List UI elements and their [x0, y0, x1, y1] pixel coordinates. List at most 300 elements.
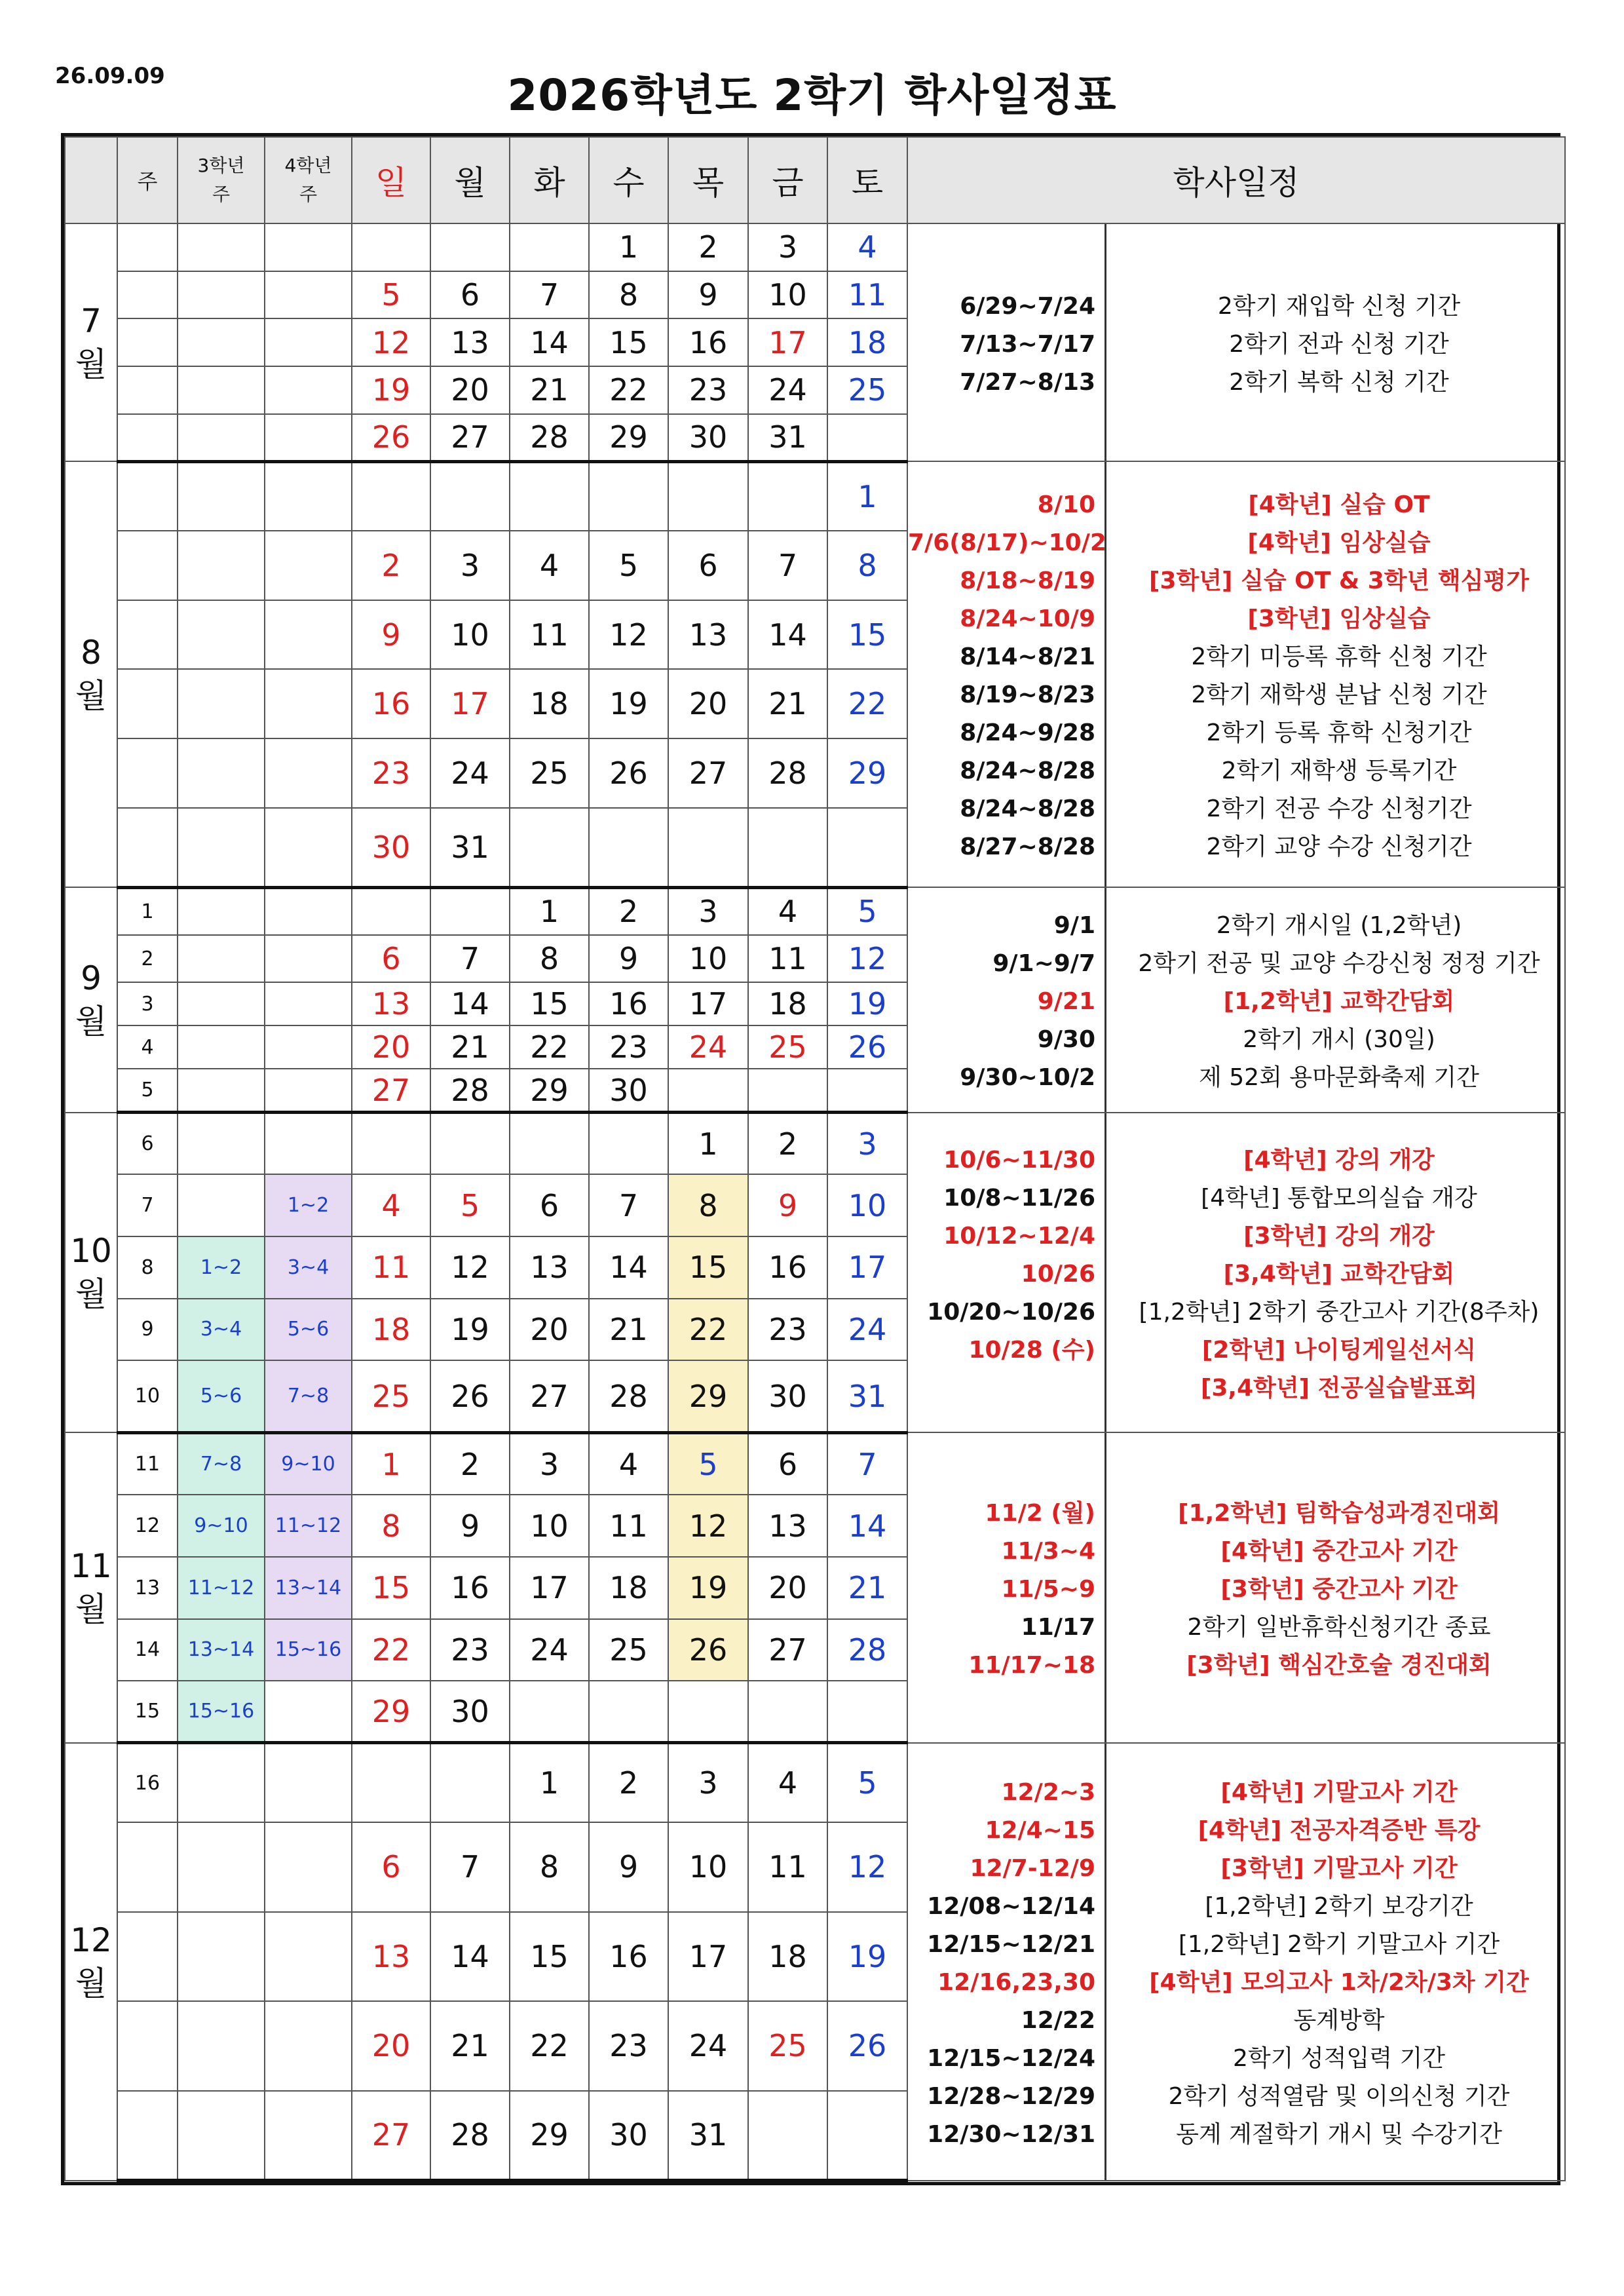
day-cell-mon: 13 [430, 318, 510, 366]
day-cell-fri [748, 2091, 827, 2181]
day-cell-fri: 18 [748, 1912, 827, 2002]
week-number: 16 [117, 1743, 178, 1822]
grade4-week: 7~8 [265, 1360, 352, 1432]
day-cell-wed: 22 [589, 366, 668, 414]
day-cell-mon: 7 [430, 935, 510, 983]
day-cell-thu: 10 [668, 1822, 748, 1912]
week-number: 7 [117, 1174, 178, 1236]
schedule-event [908, 326, 1564, 364]
day-cell-fri: 31 [748, 414, 827, 462]
week-number: 1 [117, 887, 178, 935]
event-date: 12/2~3 [1001, 1778, 1095, 1806]
grade4-week [265, 271, 352, 319]
day-cell-thu: 13 [668, 600, 748, 670]
event-text: [3학년] 핵심간호술 경진대회 [1186, 1652, 1492, 1679]
event-text: 2학기 재학생 분납 신청 기간 [1191, 681, 1487, 709]
day-cell-sun: 8 [352, 1495, 430, 1557]
month-label [65, 461, 117, 887]
week-number: 11 [117, 1432, 178, 1495]
day-cell-sat: 5 [827, 1743, 907, 1822]
grade3-week [178, 1743, 265, 1822]
event-date: 12/15~12/21 [927, 1930, 1095, 1958]
day-cell-tue [510, 223, 589, 271]
day-cell-thu: 23 [668, 366, 748, 414]
event-text: [3,4학년] 교학간담회 [1223, 1260, 1455, 1288]
day-cell-mon: 31 [430, 808, 510, 887]
day-cell-thu: 3 [668, 887, 748, 935]
day-cell-wed: 12 [589, 600, 668, 670]
schedule-event [908, 676, 1564, 714]
day-cell-sat: 28 [827, 1619, 907, 1681]
day-cell-mon: 21 [430, 2001, 510, 2091]
day-cell-sun: 27 [352, 1069, 430, 1112]
day-cell-thu: 10 [668, 935, 748, 983]
header-line: 4학년 [284, 155, 332, 176]
day-cell-tue [510, 1113, 589, 1175]
day-cell-thu: 12 [668, 1495, 748, 1557]
day-cell-mon: 19 [430, 1299, 510, 1361]
grade3-week [178, 1113, 265, 1175]
week-number [117, 223, 178, 271]
month-unit: 월 [75, 1590, 107, 1629]
day-cell-tue: 20 [510, 1299, 589, 1361]
event-date: 12/28~12/29 [927, 2082, 1095, 2110]
day-cell-sat: 24 [827, 1299, 907, 1361]
event-text: [1,2학년] 팀학습성과경진대회 [1178, 1500, 1500, 1527]
month-unit: 월 [75, 1002, 107, 1041]
grade3-week [178, 461, 265, 531]
event-date: 11/2 (월) [985, 1500, 1095, 1527]
schedule-event [908, 1812, 1564, 1850]
event-date: 8/14~8/21 [960, 643, 1095, 671]
month-schedule [907, 887, 1565, 1113]
grade3-week: 1~2 [178, 1236, 265, 1299]
day-cell-sat: 3 [827, 1113, 907, 1175]
event-date: 12/16,23,30 [937, 1968, 1095, 1996]
grade3-week [178, 935, 265, 983]
day-cell-mon: 14 [430, 1912, 510, 2002]
schedule-event [908, 1495, 1564, 1533]
day-cell-tue: 15 [510, 982, 589, 1025]
schedule-event [908, 1217, 1564, 1255]
academic-calendar-table [61, 133, 1560, 2185]
month-schedule [907, 1113, 1565, 1433]
schedule-event [908, 288, 1564, 326]
grade4-week [265, 318, 352, 366]
day-cell-mon: 5 [430, 1174, 510, 1236]
day-cell-thu: 8 [668, 1174, 748, 1236]
day-cell-sun [352, 461, 430, 531]
week-number [117, 414, 178, 462]
day-cell-tue: 8 [510, 935, 589, 983]
day-cell-fri: 4 [748, 887, 827, 935]
day-cell-fri: 20 [748, 1557, 827, 1619]
event-date: 8/24~10/9 [960, 605, 1095, 633]
day-cell-sun [352, 1743, 430, 1822]
day-cell-mon: 28 [430, 2091, 510, 2181]
grade4-week [265, 669, 352, 738]
week-number: 13 [117, 1557, 178, 1619]
event-text: 동계 계절학기 개시 및 수강기간 [1176, 2120, 1502, 2148]
grade4-week: 13~14 [265, 1557, 352, 1619]
header-line: 3학년 [197, 155, 245, 176]
day-cell-sat: 26 [827, 1025, 907, 1069]
day-cell-wed: 15 [589, 318, 668, 366]
event-text: [4학년] 강의 개강 [1243, 1146, 1435, 1174]
day-cell-fri: 27 [748, 1619, 827, 1681]
event-date: 8/24~8/28 [960, 795, 1095, 823]
schedule-event [908, 828, 1564, 866]
day-cell-sat: 19 [827, 982, 907, 1025]
event-text: [4학년] 중간고사 기간 [1220, 1538, 1458, 1565]
day-cell-wed: 21 [589, 1299, 668, 1361]
day-cell-thu: 26 [668, 1619, 748, 1681]
schedule-event [908, 790, 1564, 828]
grade4-week [265, 1069, 352, 1112]
event-date: 9/30~10/2 [960, 1063, 1095, 1091]
schedule-event [908, 1369, 1564, 1407]
grade3-week [178, 1025, 265, 1069]
day-cell-sun: 19 [352, 366, 430, 414]
grade3-week [178, 414, 265, 462]
day-cell-sat [827, 1681, 907, 1743]
day-cell-sun [352, 887, 430, 935]
month-label [65, 1743, 117, 2181]
day-cell-sat [827, 2091, 907, 2181]
day-cell-thu: 24 [668, 2001, 748, 2091]
day-cell-sun: 11 [352, 1236, 430, 1299]
day-cell-tue: 22 [510, 2001, 589, 2091]
event-text: [3,4학년] 전공실습발표회 [1200, 1374, 1478, 1402]
day-cell-tue: 8 [510, 1822, 589, 1912]
grade4-week [265, 982, 352, 1025]
event-date: 8/18~8/19 [960, 567, 1095, 595]
grade3-week [178, 1912, 265, 2002]
day-cell-tue: 27 [510, 1360, 589, 1432]
schedule-event [908, 562, 1564, 600]
day-cell-tue: 25 [510, 738, 589, 808]
day-cell-sun: 9 [352, 600, 430, 670]
event-text: 2학기 재학생 등록기간 [1221, 757, 1457, 785]
day-cell-fri: 23 [748, 1299, 827, 1361]
day-cell-sun [352, 223, 430, 271]
schedule-event [908, 1533, 1564, 1571]
day-cell-sun: 2 [352, 531, 430, 600]
day-cell-thu: 16 [668, 318, 748, 366]
day-header-sun: 일 [352, 137, 430, 223]
day-cell-sat: 11 [827, 271, 907, 319]
event-text: [3학년] 중간고사 기간 [1220, 1576, 1458, 1603]
day-header-wed: 수 [589, 137, 668, 223]
day-cell-sat: 21 [827, 1557, 907, 1619]
day-cell-fri: 18 [748, 982, 827, 1025]
event-date: 12/08~12/14 [927, 1892, 1095, 1920]
event-date: 10/28 (수) [968, 1336, 1095, 1364]
day-cell-fri [748, 461, 827, 531]
day-cell-wed: 16 [589, 1912, 668, 2002]
day-cell-sun: 6 [352, 1822, 430, 1912]
day-cell-thu: 5 [668, 1432, 748, 1495]
day-cell-mon: 14 [430, 982, 510, 1025]
day-cell-tue: 1 [510, 1743, 589, 1822]
event-text: 2학기 복학 신청 기간 [1229, 368, 1449, 396]
grade3-week [178, 669, 265, 738]
day-cell-tue: 7 [510, 271, 589, 319]
day-cell-mon: 24 [430, 738, 510, 808]
day-cell-sun: 26 [352, 414, 430, 462]
day-cell-sat: 12 [827, 935, 907, 983]
schedule-event [908, 364, 1564, 402]
schedule-event [908, 1571, 1564, 1609]
grade3-week: 3~4 [178, 1299, 265, 1361]
day-cell-sun: 6 [352, 935, 430, 983]
day-cell-mon: 3 [430, 531, 510, 600]
schedule-event [908, 486, 1564, 524]
day-cell-wed: 2 [589, 1743, 668, 1822]
day-cell-thu: 24 [668, 1025, 748, 1069]
event-date: 10/8~11/26 [943, 1184, 1095, 1212]
day-cell-thu: 27 [668, 738, 748, 808]
day-header-mon: 월 [430, 137, 510, 223]
day-cell-wed: 26 [589, 738, 668, 808]
day-cell-sat: 5 [827, 887, 907, 935]
event-date: 12/22 [1021, 2006, 1095, 2034]
day-cell-thu: 30 [668, 414, 748, 462]
day-cell-sat [827, 808, 907, 887]
week-row [65, 223, 1565, 271]
day-cell-sun: 15 [352, 1557, 430, 1619]
schedule-header: 학사일정 [907, 137, 1565, 223]
day-cell-wed: 30 [589, 1069, 668, 1112]
day-cell-sun: 23 [352, 738, 430, 808]
grade4-week [265, 600, 352, 670]
event-date: 7/6(8/17)~10/2 [908, 529, 1106, 557]
month-header [65, 137, 117, 223]
grade3-week [178, 2091, 265, 2181]
week-row [65, 1432, 1565, 1495]
day-cell-thu [668, 1681, 748, 1743]
day-cell-wed: 11 [589, 1495, 668, 1557]
week-number: 3 [117, 982, 178, 1025]
day-cell-sat: 12 [827, 1822, 907, 1912]
schedule-event [908, 1179, 1564, 1217]
grade3-week [178, 600, 265, 670]
schedule-event [908, 907, 1564, 945]
day-cell-wed [589, 1113, 668, 1175]
week-number: 10 [117, 1360, 178, 1432]
day-cell-sat: 7 [827, 1432, 907, 1495]
event-text: [2학년] 나이팅게일선서식 [1201, 1336, 1477, 1364]
grade4-week [265, 1743, 352, 1822]
event-date: 12/7-12/9 [970, 1854, 1095, 1882]
day-cell-fri: 6 [748, 1432, 827, 1495]
grade4-week-header [265, 137, 352, 223]
month-schedule [907, 1743, 1565, 2181]
day-header-fri: 금 [748, 137, 827, 223]
week-number: 6 [117, 1113, 178, 1175]
month-schedule [907, 461, 1565, 887]
schedule-event [908, 2040, 1564, 2078]
event-text: 2학기 성적입력 기간 [1233, 2044, 1445, 2072]
month-number: 12 [70, 1921, 112, 1959]
day-cell-tue: 21 [510, 366, 589, 414]
day-cell-thu [668, 461, 748, 531]
day-cell-thu [668, 1069, 748, 1112]
day-cell-fri: 2 [748, 1113, 827, 1175]
day-cell-sat: 15 [827, 600, 907, 670]
grade4-week [265, 1912, 352, 2002]
event-date: 10/12~12/4 [943, 1222, 1095, 1250]
event-date [908, 1369, 1105, 1407]
event-date: 9/1 [1053, 911, 1095, 939]
day-cell-tue: 17 [510, 1557, 589, 1619]
schedule-event [908, 945, 1564, 983]
day-cell-fri: 17 [748, 318, 827, 366]
event-date: 12/30~12/31 [927, 2120, 1095, 2148]
day-cell-tue: 1 [510, 887, 589, 935]
day-cell-thu: 9 [668, 271, 748, 319]
day-cell-fri: 13 [748, 1495, 827, 1557]
schedule-event [908, 1609, 1564, 1647]
grade3-week [178, 1174, 265, 1236]
event-text: 2학기 개시일 (1,2학년) [1216, 911, 1462, 939]
month-unit: 월 [75, 677, 107, 716]
schedule-event [908, 1774, 1564, 1812]
day-cell-sat: 14 [827, 1495, 907, 1557]
day-cell-sun: 5 [352, 271, 430, 319]
week-number [117, 461, 178, 531]
week-header: 주 [117, 137, 178, 223]
day-cell-mon [430, 1113, 510, 1175]
schedule-event [908, 600, 1564, 638]
week-number [117, 2001, 178, 2091]
day-cell-mon: 16 [430, 1557, 510, 1619]
day-cell-wed: 23 [589, 2001, 668, 2091]
day-cell-fri: 21 [748, 669, 827, 738]
grade3-week: 11~12 [178, 1557, 265, 1619]
day-cell-wed: 1 [589, 223, 668, 271]
day-cell-sun: 25 [352, 1360, 430, 1432]
day-cell-thu: 29 [668, 1360, 748, 1432]
day-cell-tue: 18 [510, 669, 589, 738]
day-cell-mon [430, 887, 510, 935]
week-number [117, 271, 178, 319]
grade4-week [265, 414, 352, 462]
day-cell-wed: 19 [589, 669, 668, 738]
day-cell-fri [748, 1069, 827, 1112]
day-cell-fri: 25 [748, 2001, 827, 2091]
grade4-week [265, 2091, 352, 2181]
day-cell-tue: 4 [510, 531, 589, 600]
month-number: 8 [81, 634, 102, 672]
day-cell-sun: 20 [352, 1025, 430, 1069]
schedule-event [908, 524, 1564, 562]
grade4-week [265, 1681, 352, 1743]
day-cell-fri: 24 [748, 366, 827, 414]
day-cell-mon: 23 [430, 1619, 510, 1681]
day-cell-thu: 20 [668, 669, 748, 738]
day-cell-wed: 8 [589, 271, 668, 319]
grade3-week [178, 223, 265, 271]
day-cell-sat [827, 414, 907, 462]
month-unit: 월 [75, 1274, 107, 1313]
day-cell-sat: 1 [827, 461, 907, 531]
event-date: 10/26 [1021, 1260, 1095, 1288]
event-text: 제 52회 용마문화축제 기간 [1199, 1063, 1479, 1091]
month-label [65, 1113, 117, 1433]
schedule-event [908, 1255, 1564, 1293]
week-number: 14 [117, 1619, 178, 1681]
day-cell-sun: 13 [352, 982, 430, 1025]
grade4-week [265, 531, 352, 600]
day-cell-sat: 22 [827, 669, 907, 738]
grade3-week: 5~6 [178, 1360, 265, 1432]
month-unit: 월 [75, 345, 107, 383]
day-cell-tue: 28 [510, 414, 589, 462]
day-cell-mon [430, 223, 510, 271]
day-cell-thu: 6 [668, 531, 748, 600]
event-date: 11/5~9 [1001, 1576, 1095, 1603]
week-number: 2 [117, 935, 178, 983]
header-row [65, 137, 1565, 223]
grade4-week [265, 935, 352, 983]
day-cell-mon: 27 [430, 414, 510, 462]
event-date: 9/21 [1037, 987, 1095, 1015]
schedule-event [908, 2116, 1564, 2154]
day-cell-thu: 22 [668, 1299, 748, 1361]
day-cell-wed: 16 [589, 982, 668, 1025]
week-number: 9 [117, 1299, 178, 1361]
day-cell-sat: 26 [827, 2001, 907, 2091]
schedule-event [908, 1141, 1564, 1179]
day-cell-mon: 9 [430, 1495, 510, 1557]
day-cell-sat: 19 [827, 1912, 907, 2002]
schedule-event [908, 1964, 1564, 2002]
week-number: 5 [117, 1069, 178, 1112]
day-cell-sun: 22 [352, 1619, 430, 1681]
grade4-week: 1~2 [265, 1174, 352, 1236]
event-text: [1,2학년] 2학기 보강기간 [1205, 1892, 1473, 1920]
week-number [117, 1822, 178, 1912]
day-cell-wed: 9 [589, 935, 668, 983]
month-number: 10 [70, 1231, 112, 1270]
grade3-week [178, 271, 265, 319]
grade3-week [178, 531, 265, 600]
event-date: 12/15~12/24 [927, 2044, 1095, 2072]
schedule-event [908, 1293, 1564, 1331]
grade4-week: 11~12 [265, 1495, 352, 1557]
day-cell-fri [748, 808, 827, 887]
month-label [65, 887, 117, 1113]
event-text: 2학기 미등록 휴학 신청 기간 [1191, 643, 1487, 671]
day-cell-wed: 30 [589, 2091, 668, 2181]
day-cell-tue: 14 [510, 318, 589, 366]
day-cell-mon: 10 [430, 600, 510, 670]
grade3-week: 7~8 [178, 1432, 265, 1495]
day-cell-thu: 2 [668, 223, 748, 271]
day-header-sat: 토 [827, 137, 907, 223]
event-text: [3학년] 기말고사 기간 [1220, 1854, 1458, 1882]
event-text: 2학기 성적열람 및 이의신청 기간 [1168, 2082, 1510, 2110]
week-number: 12 [117, 1495, 178, 1557]
day-cell-fri [748, 1681, 827, 1743]
day-cell-tue: 13 [510, 1236, 589, 1299]
schedule-event [908, 1059, 1564, 1097]
event-text: 2학기 전과 신청 기간 [1229, 330, 1449, 358]
day-cell-sat: 4 [827, 223, 907, 271]
grade4-week [265, 1822, 352, 1912]
week-number [117, 669, 178, 738]
